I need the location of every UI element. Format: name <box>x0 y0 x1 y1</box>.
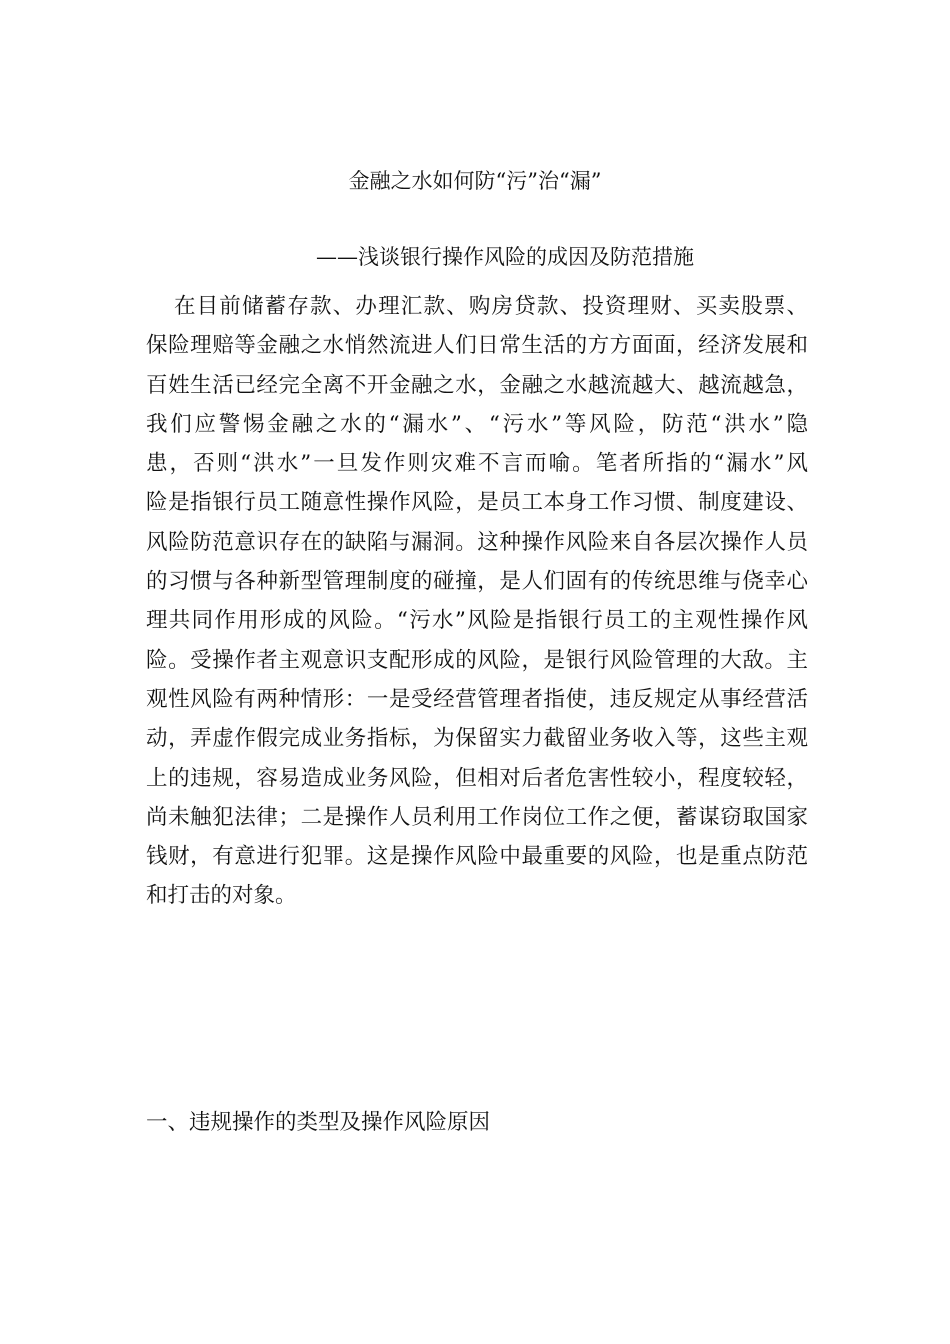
paragraph-line: 我们应警惕金融之水的“漏水”、“污水”等风险，防范“洪水”隐 <box>146 411 808 437</box>
document-title: 金融之水如何防“污”治“漏” <box>348 169 602 193</box>
paragraph-line: 理共同作用形成的风险。“污水”风险是指银行员工的主观性操作风 <box>146 608 808 634</box>
paragraph-line: 尚未触犯法律；二是操作人员利用工作岗位工作之便，蓄谋窃取国家 <box>146 804 808 830</box>
paragraph-line: 险。受操作者主观意识支配形成的风险，是银行风险管理的大敌。主 <box>146 647 808 673</box>
paragraph-line: 险是指银行员工随意性操作风险，是员工本身工作习惯、制度建设、 <box>146 490 808 516</box>
paragraph-line: 观性风险有两种情形：一是受经营管理者指使，违反规定从事经营活 <box>146 686 808 712</box>
paragraph-line: 百姓生活已经完全离不开金融之水，金融之水越流越大、越流越急， <box>146 372 808 398</box>
body-paragraph <box>146 287 808 916</box>
section-heading: 一、违规操作的类型及操作风险原因 <box>146 1110 491 1135</box>
paragraph-line: 动，弄虚作假完成业务指标，为保留实力截留业务收入等，这些主观 <box>146 726 808 752</box>
paragraph-line: 和打击的对象。 <box>146 883 297 909</box>
document-subtitle: ——浅谈银行操作风险的成因及防范措施 <box>316 245 694 269</box>
paragraph-line: 风险防范意识存在的缺陷与漏洞。这种操作风险来自各层次操作人员 <box>146 529 808 555</box>
paragraph-line: 的习惯与各种新型管理制度的碰撞，是人们固有的传统思维与侥幸心 <box>146 569 808 595</box>
paragraph-line: 保险理赔等金融之水悄然流进人们日常生活的方方面面，经济发展和 <box>146 333 808 359</box>
paragraph-line: 上的违规，容易造成业务风险，但相对后者危害性较小，程度较轻， <box>146 765 808 791</box>
paragraph-line: 患，否则“洪水”一旦发作则灾难不言而喻。笔者所指的“漏水”风 <box>146 451 808 477</box>
paragraph-line: 在目前储蓄存款、办理汇款、购房贷款、投资理财、买卖股票、 <box>173 294 808 319</box>
paragraph-line: 钱财，有意进行犯罪。这是操作风险中最重要的风险，也是重点防范 <box>146 844 808 870</box>
